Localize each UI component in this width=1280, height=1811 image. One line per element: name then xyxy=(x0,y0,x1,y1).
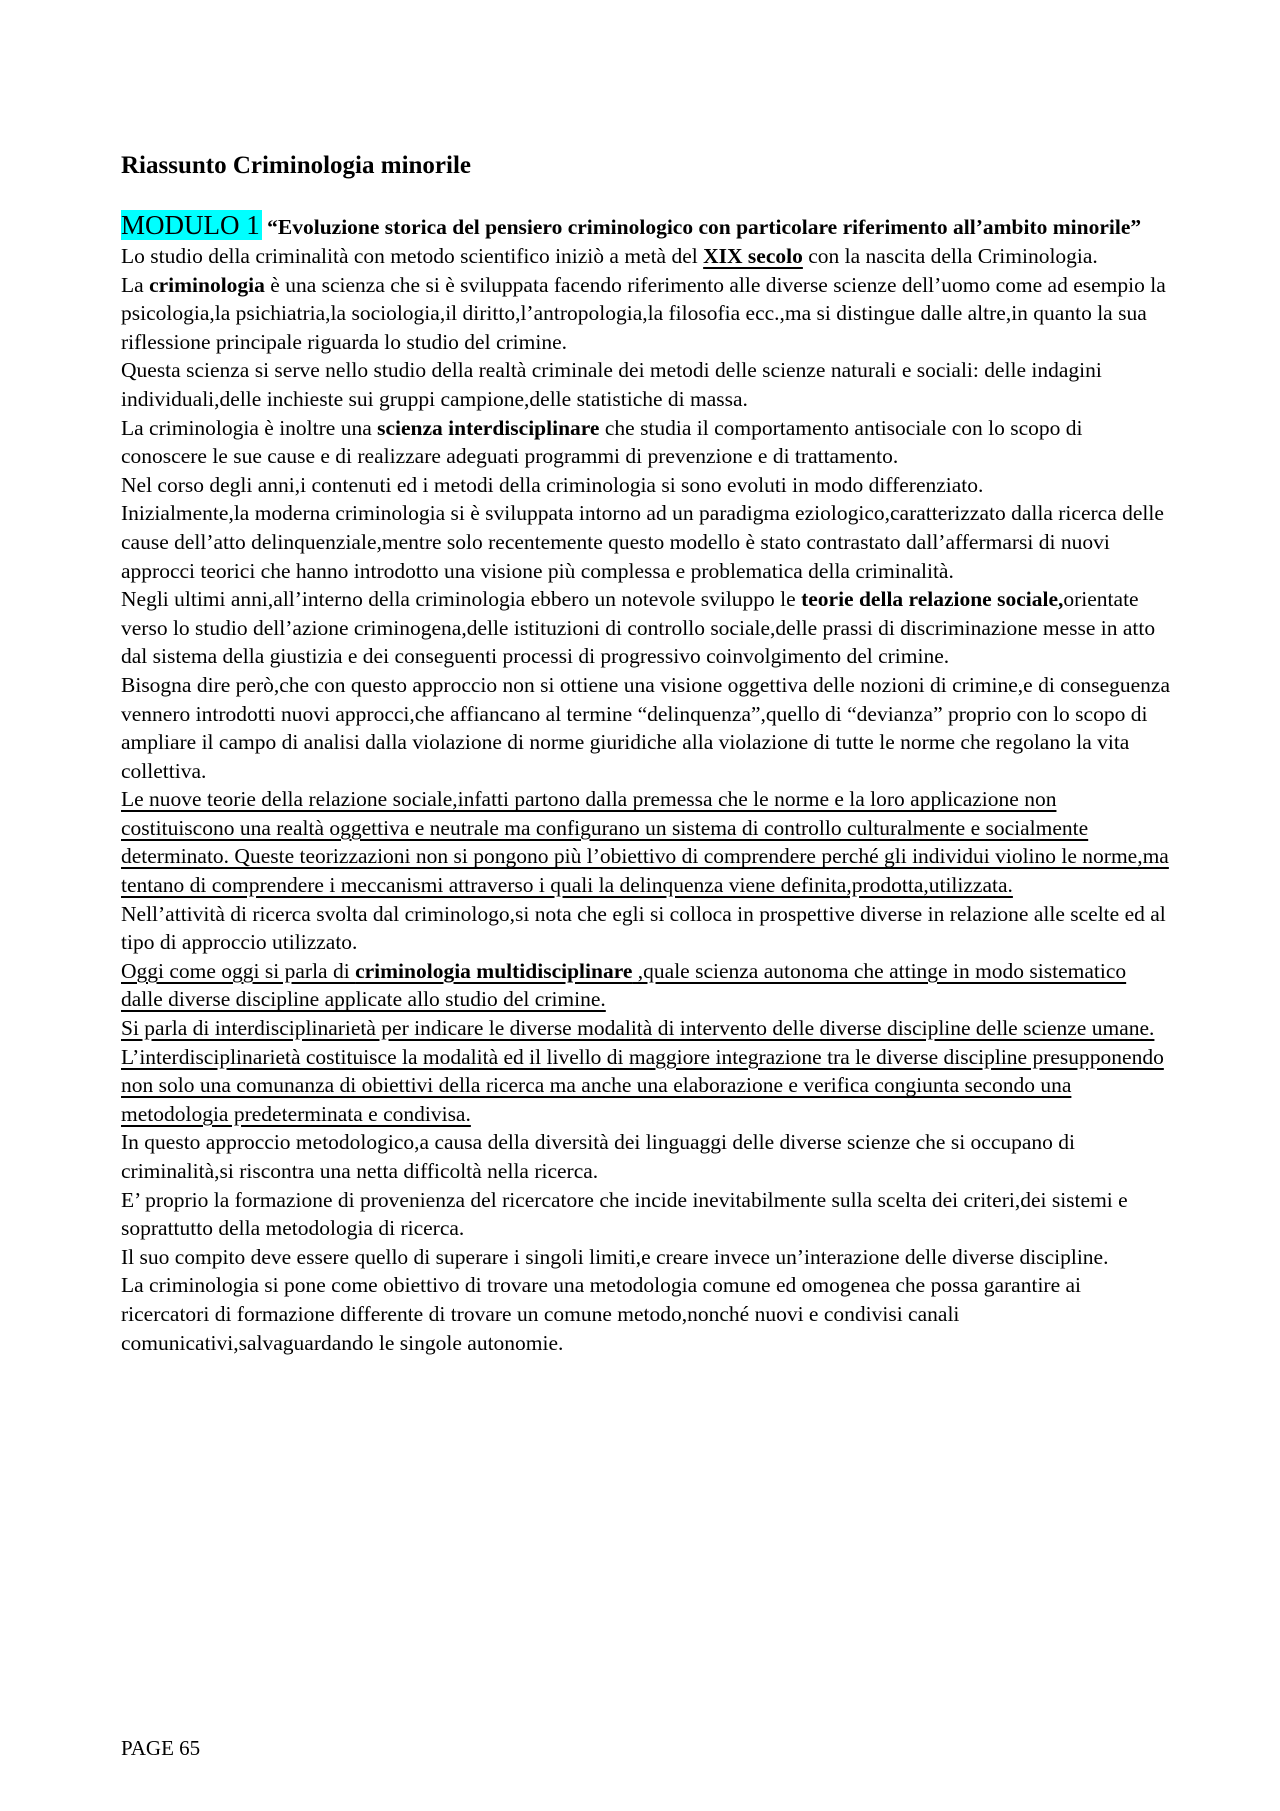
module-title: “Evoluzione storica del pensiero criminologico con particolare riferimento all’ambito minorile” xyxy=(267,215,1142,239)
paragraph: Negli ultimi anni,all’interno della criminologia ebbero un notevole sviluppo le teorie della relazione sociale,orientate verso lo studio dell’azione criminogena,delle istituzioni di controllo sociale,delle prassi di discriminazione messe in atto dal sistema della giustizia e dei conseguenti processi di progressivo coinvolgimento del crimine. xyxy=(121,587,1156,669)
paragraph: La criminologia si pone come obiettivo di trovare una metodologia comune ed omogenea che possa garantire ai ricercatori di formazione differente di trovare un comune metodo,nonché nuovi e condivisi canali comunicativi,salvaguardando le singole autonomie. xyxy=(121,1273,1082,1355)
page-number: PAGE 65 xyxy=(121,1736,201,1760)
paragraph: Bisogna dire però,che con questo approccio non si ottiene una visione oggettiva delle nozioni di crimine,e di conseguenza vennero introdotti nuovi approcci,che affiancano al termine “delinquenza”,quello di “devianza” proprio con lo scopo di ampliare il campo di analisi dalla violazione di norme giuridiche alla violazione di tutte le norme che regolano la vita collettiva. xyxy=(121,672,1171,783)
century-highlight: XIX secolo xyxy=(703,244,803,268)
term-scienza-interdisciplinare: scienza interdisciplinare xyxy=(377,415,600,440)
paragraph: E’ proprio la formazione di provenienza del ricercatore che incide inevitabilmente sulla scelta dei criteri,dei sistemi e soprattutto della metodologia di ricerca. xyxy=(121,1187,1128,1241)
term-criminologia: criminologia xyxy=(149,272,265,297)
paragraph: Inizialmente,la moderna criminologia si è sviluppata intorno ad un paradigma eziologico,caratterizzato dalla ricerca delle cause dell’atto delinquenziale,mentre solo recentemente questo modello è stato contrastato dall’affermarsi di nuovi approcci teorici che hanno introdotto una visione più complessa e problematica della criminalità. xyxy=(121,501,1164,583)
document-body xyxy=(121,210,1171,1357)
document-title: Riassunto Criminologia minorile xyxy=(121,152,472,179)
paragraph: Lo studio della criminalità con metodo scientifico iniziò a metà del XIX secolo con la nascita della Criminologia. xyxy=(121,244,1098,268)
module-label: MODULO 1 xyxy=(121,210,260,240)
paragraph: La criminologia è una scienza che si è sviluppata facendo riferimento alle diverse scienze dell’uomo come ad esempio la psicologia,la psichiatria,la sociologia,il diritto,l’antropologia,la filosofia ecc.,ma si distingue dalle altre,in quanto la sua riflessione principale riguarda lo studio del crimine. xyxy=(121,272,1166,354)
paragraph: La criminologia è inoltre una scienza interdisciplinare che studia il comportamento antisociale con lo scopo di conoscere le sue cause e di realizzare adeguati programmi di prevenzione e di trattamento. xyxy=(121,415,1083,469)
paragraph: Il suo compito deve essere quello di superare i singoli limiti,e creare invece un’interazione delle diverse discipline. xyxy=(121,1244,1109,1269)
paragraph: Nel corso degli anni,i contenuti ed i metodi della criminologia si sono evoluti in modo differenziato. xyxy=(121,472,984,497)
module-heading xyxy=(121,210,1171,242)
term-teorie-relazione-sociale: teorie della relazione sociale, xyxy=(801,587,1064,612)
paragraph: In questo approccio metodologico,a causa della diversità dei linguaggi delle diverse scienze che si occupano di criminalità,si riscontra una netta difficoltà nella ricerca. xyxy=(121,1130,1076,1183)
paragraph: Questa scienza si serve nello studio della realtà criminale dei metodi delle scienze naturali e sociali: delle indagini individuali,delle inchieste sui gruppi campione,delle statistiche di massa. xyxy=(121,358,1102,411)
underlined-paragraph: Le nuove teorie della relazione sociale,infatti partono dalla premessa che le norme e la loro applicazione non costituiscono una realtà oggettiva e neutrale ma configurano un sistema di controllo culturalmente e socialmente determinato. Queste teorizzazioni non si pongono più l’obiettivo di comprendere perché gli individui violino le norme,ma tentano di comprendere i meccanismi attraverso i quali la delinquenza viene definita,prodotta,utilizzata. xyxy=(121,787,1169,898)
term-criminologia-multidisciplinare: criminologia multidisciplinare xyxy=(355,958,633,983)
paragraph: Nell’attività di ricerca svolta dal criminologo,si nota che egli si colloca in prospettive diverse in relazione alle scelte ed al tipo di approccio utilizzato. xyxy=(121,901,1166,955)
underlined-paragraph: Oggi come oggi si parla di criminologia multidisciplinare ,quale scienza autonoma che attinge in modo sistematico dalle diverse discipline applicate allo studio del crimine. xyxy=(121,958,1127,1012)
underlined-paragraph: Si parla di interdisciplinarietà per indicare le diverse modalità di intervento delle diverse discipline delle scienze umane. L’interdisciplinarietà costituisce la modalità ed il livello di maggiore integrazione tra le diverse discipline presupponendo non solo una comunanza di obiettivi della ricerca ma anche una elaborazione e verifica congiunta secondo una metodologia predeterminata e condivisa. xyxy=(121,1016,1164,1126)
